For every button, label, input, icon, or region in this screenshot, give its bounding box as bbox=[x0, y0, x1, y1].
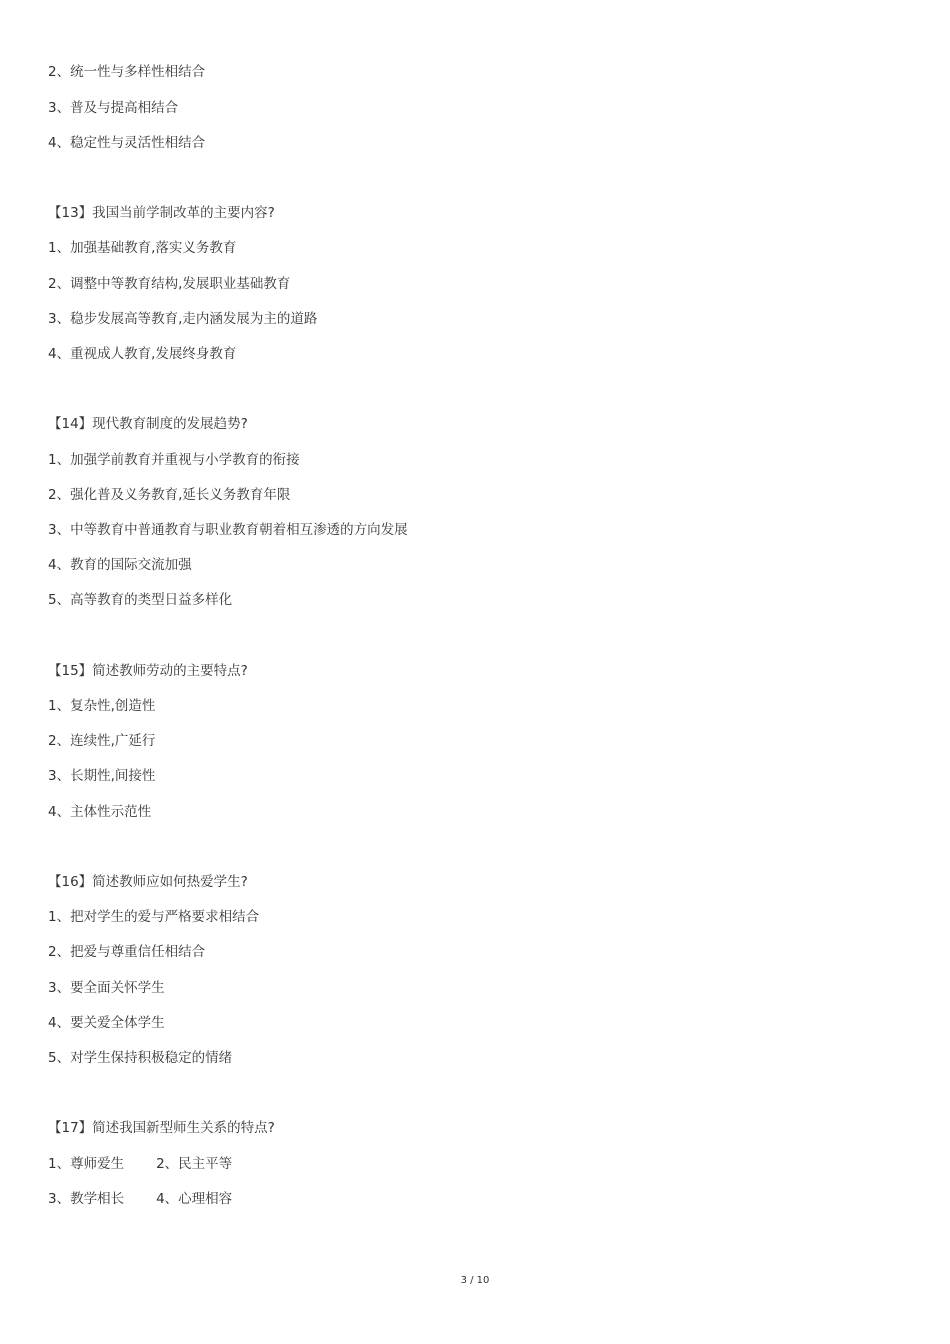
list-item: 2、强化普及义务教育,延长义务教育年限 bbox=[48, 487, 291, 503]
list-item: 4、心理相容 bbox=[156, 1191, 233, 1207]
list-row bbox=[48, 1155, 232, 1173]
list-item: 1、把对学生的爱与严格要求相结合 bbox=[48, 909, 260, 925]
list-item: 4、稳定性与灵活性相结合 bbox=[48, 135, 206, 151]
list-item: 3、长期性,间接性 bbox=[48, 768, 156, 784]
list-item: 3、要全面关怀学生 bbox=[48, 980, 165, 996]
list-item: 3、中等教育中普通教育与职业教育朝着相互渗透的方向发展 bbox=[48, 522, 408, 538]
list-item: 2、统一性与多样性相结合 bbox=[48, 64, 206, 80]
list-item: 2、把爱与尊重信任相结合 bbox=[48, 944, 206, 960]
list-item: 4、主体性示范性 bbox=[48, 804, 152, 820]
list-item: 4、教育的国际交流加强 bbox=[48, 557, 192, 573]
question-heading: 【15】简述教师劳动的主要特点? bbox=[48, 663, 248, 679]
list-item: 1、尊师爱生 bbox=[48, 1156, 125, 1172]
list-item: 2、调整中等教育结构,发展职业基础教育 bbox=[48, 276, 291, 292]
question-heading: 【16】简述教师应如何热爱学生? bbox=[48, 874, 248, 890]
list-item: 4、要关爱全体学生 bbox=[48, 1015, 165, 1031]
list-item: 2、民主平等 bbox=[156, 1156, 233, 1172]
page-number: 3 / 10 bbox=[460, 1275, 490, 1286]
list-item: 1、复杂性,创造性 bbox=[48, 698, 156, 714]
list-item: 5、对学生保持积极稳定的情绪 bbox=[48, 1050, 233, 1066]
list-item: 4、重视成人教育,发展终身教育 bbox=[48, 346, 237, 362]
list-item: 3、普及与提高相结合 bbox=[48, 100, 179, 116]
list-item: 3、稳步发展高等教育,走内涵发展为主的道路 bbox=[48, 311, 318, 327]
question-heading: 【14】现代教育制度的发展趋势? bbox=[48, 416, 248, 432]
question-heading: 【13】我国当前学制改革的主要内容? bbox=[48, 205, 275, 221]
list-item: 3、教学相长 bbox=[48, 1191, 125, 1207]
question-heading: 【17】简述我国新型师生关系的特点? bbox=[48, 1120, 275, 1136]
list-item: 1、加强学前教育并重视与小学教育的衔接 bbox=[48, 452, 300, 468]
list-item: 5、高等教育的类型日益多样化 bbox=[48, 592, 233, 608]
list-item: 1、加强基础教育,落实义务教育 bbox=[48, 240, 237, 256]
list-item: 2、连续性,广延行 bbox=[48, 733, 156, 749]
list-row bbox=[48, 1190, 232, 1208]
